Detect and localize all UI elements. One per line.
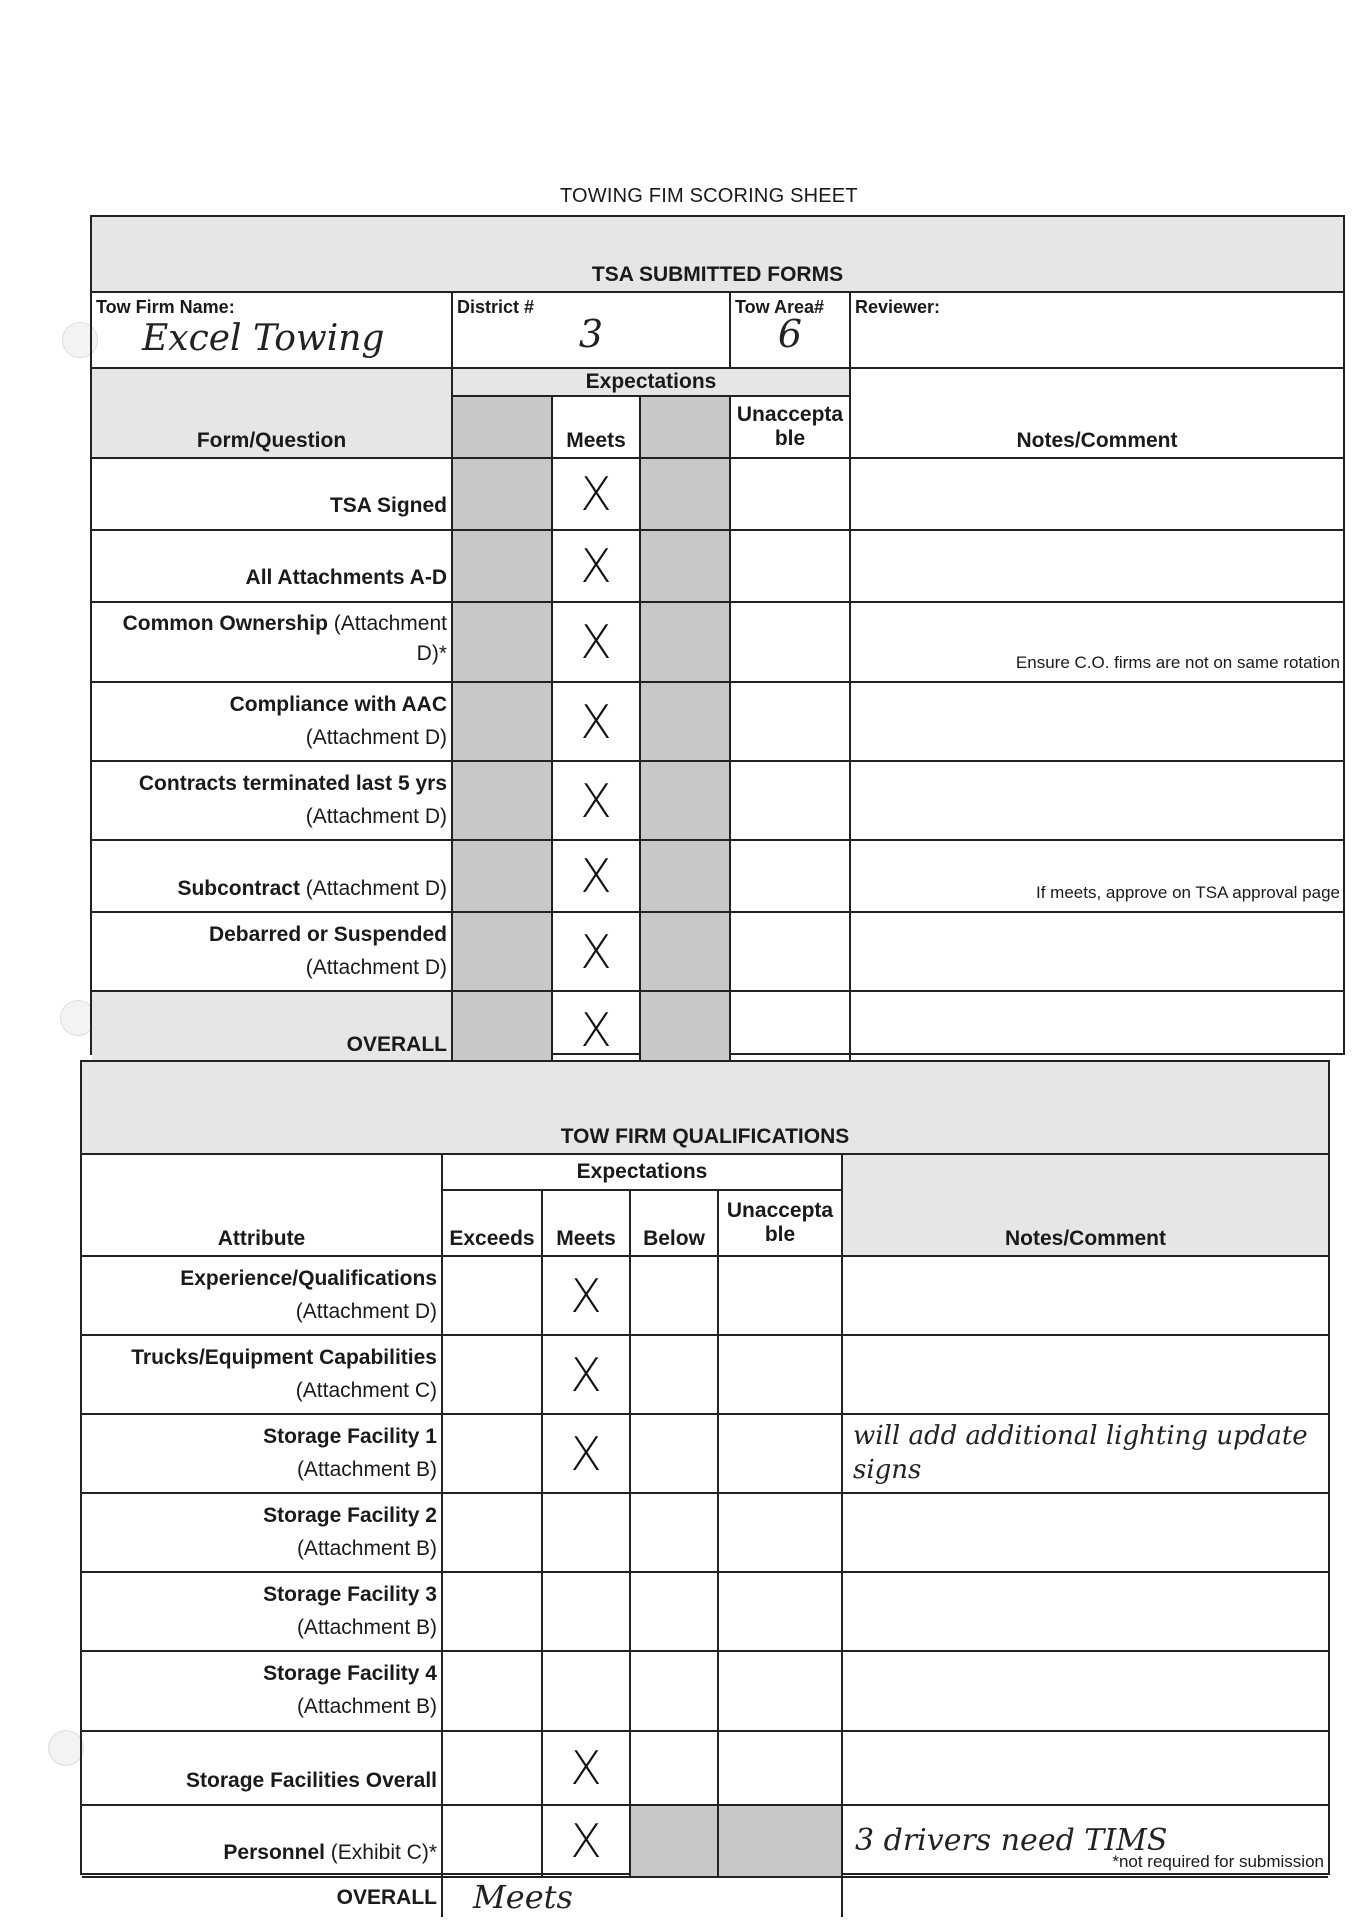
unacceptable-check[interactable] <box>730 991 850 1067</box>
meets-check[interactable]: X <box>552 912 640 991</box>
unacceptable-check[interactable] <box>718 1414 842 1493</box>
table-row <box>82 1414 1328 1493</box>
attribute-label: Storage Facility 1 <box>263 1425 437 1449</box>
question-cell <box>92 602 452 682</box>
meets-check[interactable]: X <box>542 1256 630 1335</box>
exceeds-header: Exceeds <box>442 1190 542 1256</box>
meets-header: Meets <box>542 1190 630 1256</box>
meets-check[interactable]: X <box>552 682 640 761</box>
overall-label: OVERALL <box>336 1886 437 1910</box>
attribute-cell <box>82 1805 442 1877</box>
notes-cell[interactable] <box>842 1651 1328 1730</box>
reviewer-cell <box>850 292 1343 368</box>
below-check[interactable] <box>630 1572 718 1651</box>
question-label: All Attachments A-D <box>245 566 447 590</box>
question-detail: (Attachment D) <box>305 725 447 749</box>
below-header: Below <box>630 1190 718 1256</box>
shaded-column <box>640 991 730 1067</box>
shaded-column <box>452 682 552 761</box>
district-value[interactable]: 3 <box>578 312 604 356</box>
notes-cell[interactable] <box>842 1731 1328 1805</box>
table-row <box>92 912 1343 991</box>
personnel-note[interactable]: 3 drivers need TIMS <box>855 1823 1168 1859</box>
unacceptable-header: Unacceptable <box>730 396 850 458</box>
attribute-label: Storage Facility 2 <box>263 1504 437 1528</box>
district-cell <box>452 292 730 368</box>
shaded-column <box>640 912 730 991</box>
shaded-column <box>452 912 552 991</box>
below-check[interactable] <box>630 1731 718 1805</box>
expectations-header: Expectations <box>452 368 850 396</box>
shaded-column <box>452 458 552 530</box>
shaded-column <box>640 840 730 912</box>
unacceptable-check[interactable] <box>730 682 850 761</box>
shaded-column <box>452 530 552 602</box>
table-row <box>82 1335 1328 1414</box>
attribute-cell <box>82 1414 442 1493</box>
table-row <box>92 761 1343 840</box>
attribute-detail: (Attachment B) <box>296 1695 437 1719</box>
unacceptable-check[interactable] <box>718 1493 842 1572</box>
attribute-cell <box>82 1651 442 1730</box>
unacceptable-check[interactable] <box>730 761 850 840</box>
attribute-cell <box>82 1493 442 1572</box>
meets-check[interactable]: X <box>552 530 640 602</box>
tow-area-cell <box>730 292 850 368</box>
question-cell <box>92 991 452 1067</box>
below-check[interactable] <box>630 1256 718 1335</box>
unacceptable-header: Unacceptable <box>718 1190 842 1256</box>
question-cell <box>92 682 452 761</box>
unacceptable-check[interactable] <box>718 1256 842 1335</box>
question-detail: (Attachment D) <box>299 876 447 900</box>
shaded-column <box>452 602 552 682</box>
meets-check[interactable]: X <box>552 761 640 840</box>
unacceptable-check[interactable] <box>730 602 850 682</box>
table-row <box>82 1256 1328 1335</box>
table-row <box>92 530 1343 602</box>
question-detail: (Attachment D)* <box>327 612 447 666</box>
question-detail: (Attachment D) <box>305 955 447 979</box>
unacceptable-check[interactable] <box>730 912 850 991</box>
page-title: TOWING FIM SCORING SHEET <box>560 185 858 207</box>
meets-check[interactable]: X <box>552 840 640 912</box>
table-row <box>82 1877 1328 1917</box>
below-check[interactable] <box>630 1493 718 1572</box>
footnote: *not required for submission <box>1112 1851 1324 1871</box>
question-cell <box>92 840 452 912</box>
attribute-label: Storage Facility 3 <box>263 1583 437 1607</box>
table-row <box>82 1805 1328 1877</box>
table-row <box>92 682 1343 761</box>
tow-area-label: Tow Area# <box>735 297 825 317</box>
shaded-column <box>640 602 730 682</box>
attribute-detail: (Exhibit C)* <box>324 1841 437 1865</box>
meets-header: Meets <box>552 396 640 458</box>
exceeds-check[interactable] <box>442 1651 542 1730</box>
tow-firm-value[interactable]: Excel Towing <box>142 318 385 359</box>
question-label: Compliance with AAC <box>229 693 447 716</box>
question-label: Common Ownership <box>122 612 328 635</box>
unacceptable-check[interactable] <box>718 1572 842 1651</box>
attribute-cell <box>82 1572 442 1651</box>
form-question-header: Form/Question <box>92 368 452 458</box>
section-band: TOW FIRM QUALIFICATIONS <box>82 1062 1328 1154</box>
unacceptable-check[interactable] <box>718 1335 842 1414</box>
shaded-column <box>640 530 730 602</box>
notes-cell[interactable]: If meets, approve on TSA approval page <box>850 840 1343 912</box>
exceeds-check[interactable] <box>442 1335 542 1414</box>
shaded-column <box>452 396 552 458</box>
attribute-label: Trucks/Equipment Capabilities <box>131 1346 437 1370</box>
question-label: Subcontract <box>177 876 300 900</box>
attribute-cell <box>82 1731 442 1805</box>
shaded-column <box>452 991 552 1067</box>
table-row <box>92 991 1343 1067</box>
unacceptable-check[interactable] <box>718 1731 842 1805</box>
notes-header: Notes/Comment <box>850 368 1343 458</box>
notes-cell[interactable] <box>850 991 1343 1067</box>
notes-cell[interactable]: will add additional lighting update signs <box>842 1414 1328 1493</box>
attribute-detail: (Attachment B) <box>296 1615 437 1639</box>
question-cell <box>92 458 452 530</box>
unacceptable-check[interactable] <box>730 840 850 912</box>
meets-check[interactable] <box>542 1651 630 1730</box>
attribute-detail: (Attachment B) <box>296 1457 437 1481</box>
attribute-detail: (Attachment B) <box>296 1536 437 1560</box>
notes-cell[interactable] <box>850 682 1343 761</box>
below-check[interactable] <box>630 1651 718 1730</box>
exceeds-check[interactable] <box>442 1731 542 1805</box>
notes-cell[interactable] <box>842 1256 1328 1335</box>
table-row <box>82 1572 1328 1651</box>
meets-check[interactable]: X <box>542 1335 630 1414</box>
overall-value[interactable]: Meets <box>442 1877 842 1917</box>
attribute-header: Attribute <box>82 1154 442 1256</box>
notes-cell[interactable] <box>842 1877 1328 1917</box>
notes-header: Notes/Comment <box>842 1154 1328 1256</box>
attribute-label: Storage Facilities Overall <box>186 1769 437 1793</box>
meets-check[interactable]: X <box>552 602 640 682</box>
punch-hole <box>48 1730 84 1766</box>
attribute-label: Personnel <box>223 1841 325 1865</box>
meets-check[interactable]: X <box>552 458 640 530</box>
notes-cell[interactable] <box>850 530 1343 602</box>
shaded-column <box>640 682 730 761</box>
exceeds-check[interactable] <box>442 1572 542 1651</box>
below-check[interactable] <box>630 1414 718 1493</box>
tow-firm-label: Tow Firm Name: <box>96 297 235 317</box>
unacceptable-check[interactable] <box>730 458 850 530</box>
shaded-column <box>630 1805 718 1877</box>
tsa-submitted-forms-section <box>90 215 1345 1055</box>
meets-check[interactable] <box>542 1493 630 1572</box>
overall-cell <box>82 1877 442 1917</box>
reviewer-label: Reviewer: <box>855 297 941 317</box>
question-label: OVERALL <box>346 1032 447 1056</box>
table-row <box>92 602 1343 682</box>
attribute-detail: (Attachment D) <box>295 1299 437 1323</box>
attribute-detail: (Attachment C) <box>295 1378 437 1402</box>
notes-cell[interactable]: Ensure C.O. firms are not on same rotation <box>850 602 1343 682</box>
table-row <box>92 840 1343 912</box>
notes-cell <box>842 1805 1328 1877</box>
question-label: Debarred or Suspended <box>208 923 447 947</box>
meets-check[interactable]: X <box>552 991 640 1067</box>
exceeds-check[interactable] <box>442 1493 542 1572</box>
exceeds-check[interactable] <box>442 1805 542 1877</box>
tow-area-value[interactable]: 6 <box>777 312 803 356</box>
shaded-column <box>452 840 552 912</box>
shaded-column <box>718 1805 842 1877</box>
tow-firm-cell <box>92 292 452 368</box>
attribute-label: Experience/Qualifications <box>180 1267 437 1290</box>
table-row <box>82 1493 1328 1572</box>
attribute-cell <box>82 1256 442 1335</box>
district-label: District # <box>457 297 535 317</box>
question-label: TSA Signed <box>329 494 447 518</box>
notes-cell[interactable] <box>850 912 1343 991</box>
meets-check[interactable]: X <box>542 1414 630 1493</box>
meets-check[interactable]: X <box>542 1731 630 1805</box>
shaded-column <box>452 761 552 840</box>
question-cell <box>92 912 452 991</box>
unacceptable-check[interactable] <box>718 1651 842 1730</box>
notes-cell[interactable] <box>842 1335 1328 1414</box>
tow-firm-qualifications-section <box>80 1060 1330 1917</box>
notes-cell[interactable] <box>850 761 1343 840</box>
question-cell <box>92 761 452 840</box>
notes-cell[interactable] <box>850 458 1343 530</box>
question-detail: (Attachment D) <box>305 804 447 828</box>
table-row <box>92 458 1343 530</box>
unacceptable-check[interactable] <box>730 530 850 602</box>
shaded-column <box>640 396 730 458</box>
meets-check[interactable]: X <box>542 1805 630 1877</box>
table-row <box>82 1731 1328 1805</box>
question-label: Contracts terminated last 5 yrs <box>138 772 447 796</box>
table-row <box>82 1651 1328 1730</box>
section-band: TSA SUBMITTED FORMS <box>92 217 1343 292</box>
shaded-column <box>640 458 730 530</box>
attribute-label: Storage Facility 4 <box>263 1662 437 1686</box>
expectations-header: Expectations <box>442 1154 842 1190</box>
exceeds-check[interactable] <box>442 1256 542 1335</box>
notes-cell[interactable] <box>842 1493 1328 1572</box>
exceeds-check[interactable] <box>442 1414 542 1493</box>
attribute-cell <box>82 1335 442 1414</box>
question-cell <box>92 530 452 602</box>
meets-check[interactable] <box>542 1572 630 1651</box>
shaded-column <box>640 761 730 840</box>
below-check[interactable] <box>630 1335 718 1414</box>
notes-cell[interactable] <box>842 1572 1328 1651</box>
